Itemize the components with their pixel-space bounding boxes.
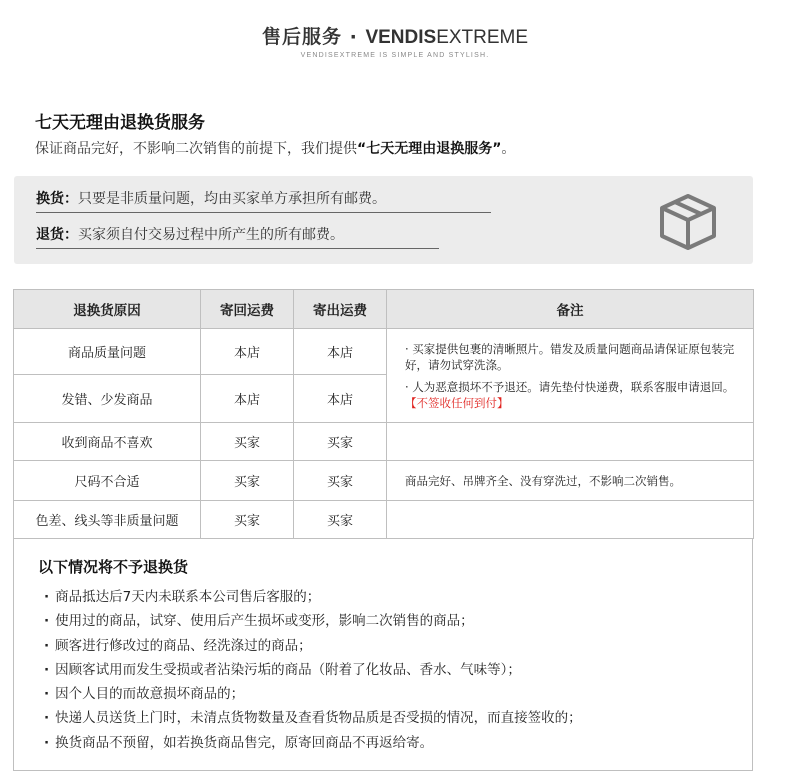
- table-row: [14, 329, 754, 375]
- return-label: 退货：: [36, 227, 78, 243]
- exchange-text: 只要是非质量问题，均由买家单方承担所有邮费。: [78, 191, 386, 207]
- non-returnable-box: [13, 538, 753, 771]
- row-return-fee: 买家: [201, 501, 294, 539]
- row-note: [387, 423, 754, 461]
- list-item: · 换货商品不预留，如若换货商品售完，原寄回商品不再返给寄。: [44, 731, 582, 755]
- policy-desc-prefix: 保证商品完好，不影响二次销售的前提下，我们提供: [35, 141, 357, 157]
- return-fee-line: [36, 224, 439, 249]
- header-reason: 退换货原因: [14, 290, 201, 329]
- table-row: [14, 461, 754, 501]
- row-reason: 尺码不合适: [14, 461, 201, 501]
- list-item: · 使用过的商品，试穿、使用后产生损坏或变形，影响二次销售的商品；: [44, 609, 582, 633]
- non-returnable-list: [44, 585, 582, 755]
- row-return-fee: 本店: [201, 329, 294, 375]
- package-box-icon: [656, 190, 720, 254]
- row-send-fee: 买家: [294, 501, 387, 539]
- policy-description: [35, 138, 515, 158]
- quality-note-2-wrap: [405, 379, 741, 411]
- row-reason: 发错、少发商品: [14, 375, 201, 423]
- row-reason: 色差、线头等非质量问题: [14, 501, 201, 539]
- no-cod-warning: 【不签收任何到付】: [405, 395, 509, 410]
- row-return-fee: 本店: [201, 375, 294, 423]
- brand-name-bold: VENDIS: [365, 27, 437, 48]
- list-item: · 因顾客试用而发生受损或者沾染污垢的商品（附着了化妆品、香水、气味等）；: [44, 658, 582, 682]
- row-note: [387, 501, 754, 539]
- list-item: · 因个人目的而故意损坏商品的；: [44, 682, 582, 706]
- header-note: 备注: [387, 290, 754, 329]
- row-return-fee: 买家: [201, 423, 294, 461]
- header-return-fee: 寄回运费: [201, 290, 294, 329]
- brand-tagline: VENDISEXTREME IS SIMPLE AND STYLISH.: [300, 52, 490, 59]
- table-row: [14, 423, 754, 461]
- return-reason-table: [13, 289, 754, 539]
- exchange-label: 换货：: [36, 191, 78, 207]
- row-send-fee: 本店: [294, 375, 387, 423]
- policy-desc-highlight: “七天无理由退换服务”: [357, 141, 502, 157]
- row-reason: 收到商品不喜欢: [14, 423, 201, 461]
- row-send-fee: 买家: [294, 461, 387, 501]
- quality-note-2: · 人为恶意损坏不予退还。请先垫付快递费，联系客服申请退回。: [405, 379, 735, 394]
- exchange-fee-line: [36, 188, 491, 213]
- header-title-cn: 售后服务: [261, 26, 342, 48]
- row-send-fee: 买家: [294, 423, 387, 461]
- row-send-fee: 本店: [294, 329, 387, 375]
- header-send-fee: 寄出运费: [294, 290, 387, 329]
- table-row: [14, 501, 754, 539]
- brand-name-light: EXTREME: [436, 27, 529, 48]
- list-item: · 商品抵达后7天内未联系本公司售后客服的；: [44, 585, 582, 609]
- list-item: · 顾客进行修改过的商品、经洗涤过的商品；: [44, 634, 582, 658]
- return-text: 买家须自付交易过程中所产生的所有邮费。: [78, 227, 344, 243]
- quality-issue-note: [387, 329, 754, 423]
- list-item: · 快递人员送货上门时，未清点货物数量及查看货物品质是否受损的情况，而直接签收的；: [44, 706, 582, 730]
- header-title: [0, 22, 790, 49]
- policy-title: 七天无理由退换货服务: [35, 113, 205, 133]
- policy-desc-suffix: 。: [501, 141, 516, 157]
- quality-note-1: · 买家提供包裹的清晰照片。错发及质量问题商品请保证原包装完好，请勿试穿洗涤。: [405, 341, 735, 372]
- row-note: 商品完好、吊牌齐全、没有穿洗过，不影响二次销售。: [387, 461, 754, 501]
- row-return-fee: 买家: [201, 461, 294, 501]
- page-header: [0, 22, 790, 59]
- non-returnable-title: 以下情况将不予退换货: [38, 558, 189, 576]
- table-header-row: [14, 290, 754, 329]
- shipping-fee-box: [14, 176, 753, 264]
- header-separator: ·: [349, 26, 358, 48]
- row-reason: 商品质量问题: [14, 329, 201, 375]
